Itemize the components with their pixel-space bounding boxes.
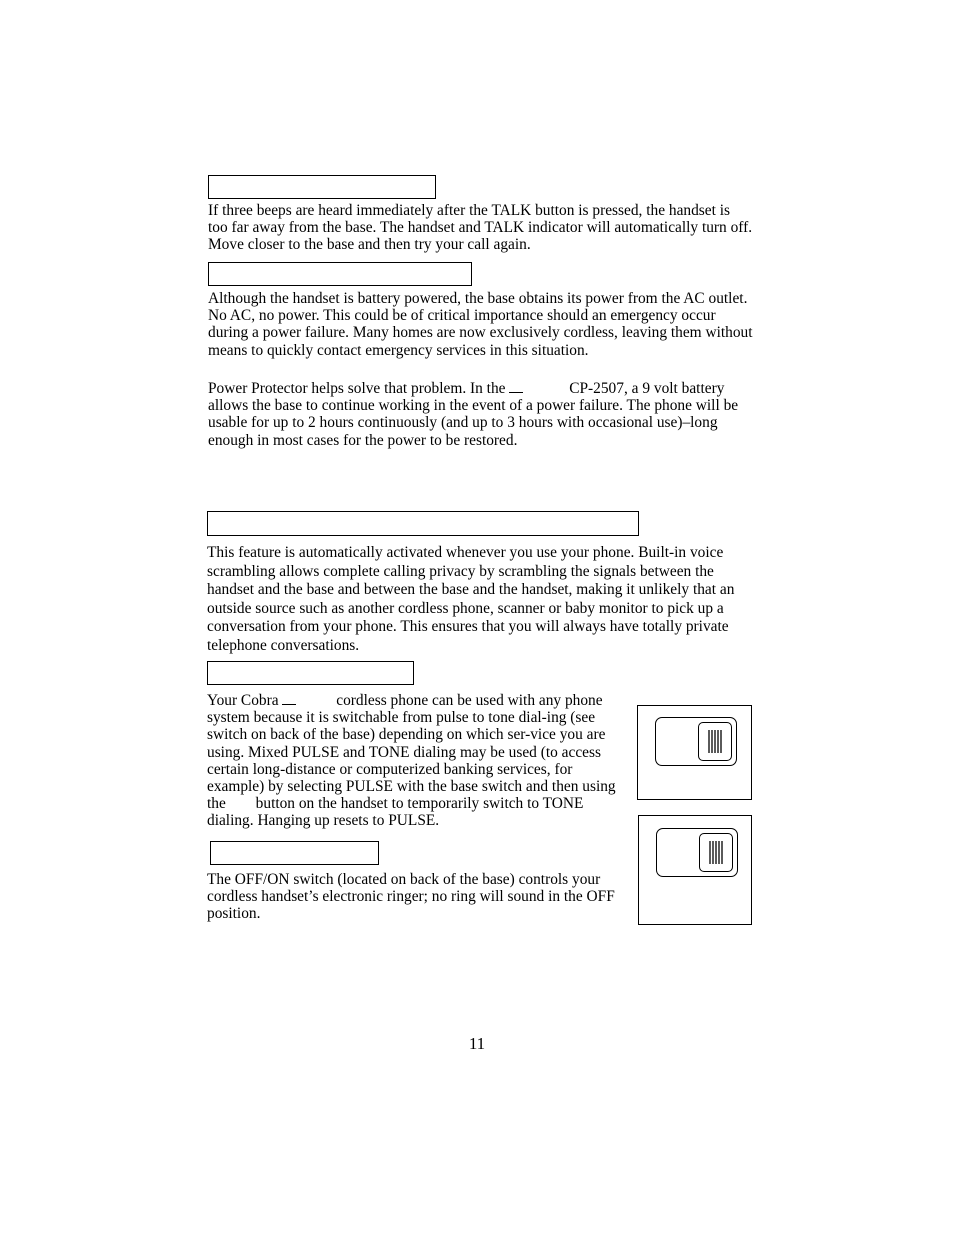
power-protector-text-2b: CP-2507, a 9 volt battery allows the base to continue working in the event of a power failure. The phone will be usable for up to 2 hours continuously (and up to 3 hours with occasional use)–long enough in most cases for the power to be restored. bbox=[208, 380, 739, 449]
power-protector-text-2 bbox=[208, 380, 753, 449]
pulse-tone-switch-illustration bbox=[637, 705, 752, 800]
slider-ridges-icon bbox=[699, 723, 730, 759]
heading-box-out-of-range bbox=[208, 175, 436, 199]
pulse-tone-text-a: Your Cobra bbox=[207, 692, 279, 709]
power-protector-text-2a: Power Protector helps solve that problem. In the bbox=[208, 380, 506, 397]
out-of-range-text: If three beeps are heard immediately after the TALK button is pressed, the handset is too far away from the base. The handset and TALK indicator will automatically turn off. Move closer to the base and then try your call again. bbox=[208, 202, 753, 254]
heading-box-pulse-tone bbox=[207, 661, 414, 685]
ringer-text: The OFF/ON switch (located on back of the base) controls your cordless handset’s electronic ringer; no ring will sound in the OFF position. bbox=[207, 871, 615, 923]
blank-line bbox=[509, 380, 523, 393]
power-protector-text-1: Although the handset is battery powered, the base obtains its power from the AC outlet. No AC, no power. This could be of critical importance should an emergency occur during a power failure. Many homes are now exclusively cordless, leaving them without means to quickly contact emergency services in this situation. bbox=[208, 290, 753, 359]
pulse-tone-text bbox=[207, 692, 627, 830]
voice-scrambling-text: This feature is automatically activated whenever you use your phone. Built-in voice scrambling allows complete calling privacy by scrambling the signals between the handset and the base and between the base and the handset, making it unlikely that an outside source such as another cordless phone, scanner or baby monitor to pick up a conversation from your phone. This ensures that you will always have totally private telephone conversations. bbox=[207, 544, 735, 654]
switch-slider bbox=[698, 722, 732, 761]
heading-box-voice-scrambling bbox=[207, 511, 639, 536]
switch-housing bbox=[656, 828, 738, 877]
pulse-tone-text-c: button on the handset to temporarily switch to TONE dialing. Hanging up resets to PULSE. bbox=[207, 795, 584, 830]
heading-box-power-protector bbox=[208, 262, 472, 286]
pulse-tone-text-b: cordless phone can be used with any phone system because it is switchable from pulse to tone dial-ing (see switch on back of the base) depending on which ser-vice you are using. Mixed PULSE and TONE dialing may be used (to access certain long-distance or computerized banking services, for example) by selecting PULSE with the base switch and then using the bbox=[207, 692, 616, 813]
heading-box-ringer bbox=[210, 841, 379, 865]
switch-slider bbox=[699, 833, 733, 872]
slider-ridges-icon bbox=[700, 834, 731, 870]
page-number: 11 bbox=[468, 1034, 486, 1053]
ringer-switch-illustration bbox=[638, 815, 752, 925]
blank-line bbox=[282, 692, 296, 705]
switch-housing bbox=[655, 717, 737, 766]
